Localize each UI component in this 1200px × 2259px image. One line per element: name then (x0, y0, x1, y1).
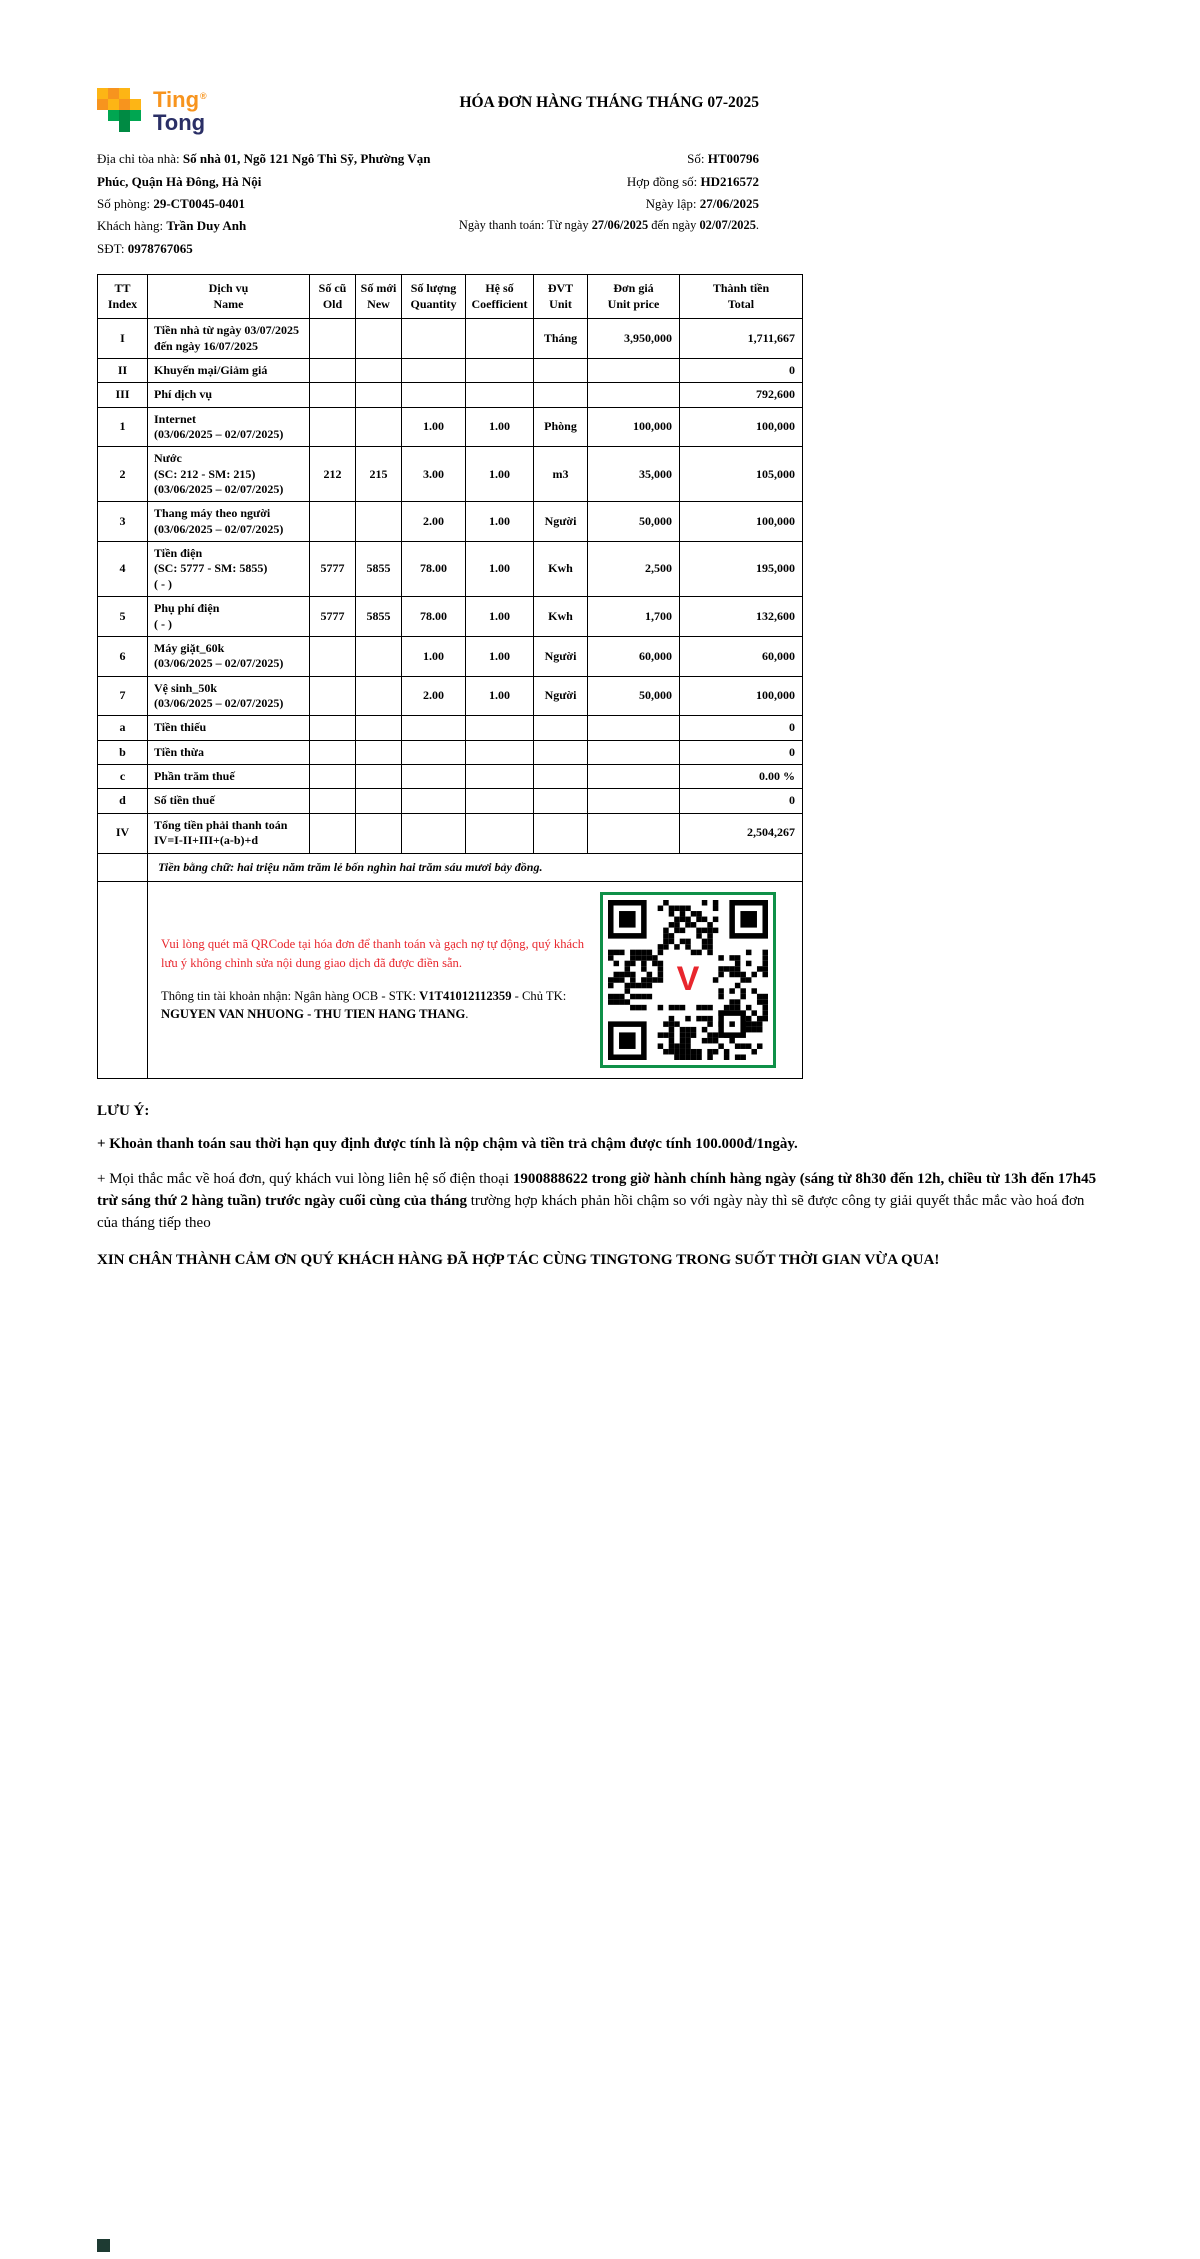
cell-price: 1,700 (588, 597, 680, 637)
cell-coef (466, 716, 534, 740)
table-row (98, 383, 803, 407)
cell-total: 105,000 (680, 447, 803, 502)
payment-period-label: Ngày thanh toán: Từ ngày (458, 218, 592, 233)
cell-old (310, 358, 356, 382)
column-header: TT Index (98, 274, 148, 318)
qr-section-row (98, 881, 803, 1078)
cell-name: Phụ phí điện ( - ) (148, 597, 310, 637)
cell-old (310, 502, 356, 542)
cell-new (356, 716, 402, 740)
cell-name: Phí dịch vụ (148, 383, 310, 407)
table-row (98, 542, 803, 597)
cell-unit: Phòng (534, 407, 588, 447)
column-header: Đơn giá Unit price (588, 274, 680, 318)
cell-unit (534, 765, 588, 789)
cell-total: 132,600 (680, 597, 803, 637)
cell-total: 0 (680, 716, 803, 740)
cell-unit (534, 358, 588, 382)
cell-price (588, 358, 680, 382)
bank-account-info: Thông tin tài khoản nhận: Ngân hàng OCB - STK: V1T41012112359 - Chủ TK: NGUYEN VAN NHUONG - THU TIEN HANG THANG. (161, 988, 567, 1022)
phone-line (97, 238, 433, 260)
building-address-label: Địa chỉ tòa nhà: (97, 151, 183, 167)
column-header: Số mới New (356, 274, 402, 318)
room-number-line (97, 193, 433, 215)
cell-name: Số tiền thuế (148, 789, 310, 813)
cell-tt: 4 (98, 542, 148, 597)
customer-name-line (97, 215, 433, 237)
cell-qty (402, 383, 466, 407)
cell-price: 50,000 (588, 502, 680, 542)
cell-total: 2,504,267 (680, 813, 803, 853)
cell-coef: 1.00 (466, 676, 534, 716)
cell-name: Nước (SC: 212 - SM: 215) (03/06/2025 – 02/07/2025) (148, 447, 310, 502)
cell-price (588, 789, 680, 813)
column-header: Số lượng Quantity (402, 274, 466, 318)
cell-total: 0.00 % (680, 765, 803, 789)
cell-qty (402, 319, 466, 359)
cell-unit (534, 383, 588, 407)
cell-tt: IV (98, 813, 148, 853)
cell-total: 60,000 (680, 636, 803, 676)
cell-new (356, 636, 402, 676)
invoice-header (97, 88, 759, 134)
table-row (98, 765, 803, 789)
cell-unit (534, 789, 588, 813)
cell-price (588, 716, 680, 740)
cell-coef: 1.00 (466, 502, 534, 542)
cell-new (356, 740, 402, 764)
cell-tt: 2 (98, 447, 148, 502)
cell-new: 215 (356, 447, 402, 502)
cell-name: Vệ sinh_50k (03/06/2025 – 02/07/2025) (148, 676, 310, 716)
cell-price: 35,000 (588, 447, 680, 502)
cell-qty: 3.00 (402, 447, 466, 502)
amount-in-words-value: hai triệu năm trăm lẻ bốn nghìn hai trăm sáu mươi bảy đồng. (237, 859, 543, 874)
payment-instructions (161, 935, 586, 1025)
cell-price: 2,500 (588, 542, 680, 597)
issue-date-label: Ngày lập: (645, 195, 700, 211)
cell-total: 0 (680, 740, 803, 764)
cell-old (310, 765, 356, 789)
amount-in-words (148, 853, 803, 881)
contact-note: + Mọi thắc mắc về hoá đơn, quý khách vui lòng liên hệ số điện thoại 1900888622 trong giờ hành chính hàng ngày (sáng từ 8h30 đến 12h, chiều từ 13h đến 17h45 trừ sáng thứ 2 hàng tuần) trước ngày cuối cùng của tháng trường hợp khách phản hồi chậm so với ngày này thì sẽ được công ty giải quyết thắc mắc vào hoá đơn của tháng tiếp theo (97, 1171, 1097, 1231)
cell-unit (534, 716, 588, 740)
cell-new (356, 502, 402, 542)
cell-total: 100,000 (680, 502, 803, 542)
cell-qty: 78.00 (402, 597, 466, 637)
cell-old (310, 813, 356, 853)
cell-coef (466, 383, 534, 407)
cell-unit: Người (534, 636, 588, 676)
cell-coef: 1.00 (466, 636, 534, 676)
table-row (98, 597, 803, 637)
cell-tt: 1 (98, 407, 148, 447)
amount-in-words-row (98, 853, 803, 881)
table-row (98, 740, 803, 764)
cell-new (356, 319, 402, 359)
invoice-table-body (98, 319, 803, 853)
cell-old (310, 740, 356, 764)
cell-qty (402, 358, 466, 382)
building-address-value: Số nhà 01, Ngõ 121 Ngô Thì Sỹ, Phường Vạn Phúc, Quận Hà Đông, Hà Nội (97, 151, 431, 189)
cell-new (356, 407, 402, 447)
cell-tt: II (98, 358, 148, 382)
cell-name: Tiền thiếu (148, 716, 310, 740)
table-row (98, 358, 803, 382)
cell-tt: 6 (98, 636, 148, 676)
cell-unit: Người (534, 502, 588, 542)
cell-coef (466, 765, 534, 789)
invoice-number-value: HT00796 (707, 151, 759, 167)
cell-old: 5777 (310, 542, 356, 597)
registered-mark: ® (200, 90, 207, 101)
cell-unit (534, 813, 588, 853)
cell-price (588, 383, 680, 407)
cell-old (310, 383, 356, 407)
invoice-footer (97, 1103, 1103, 1272)
cell-qty (402, 716, 466, 740)
cell-unit: Kwh (534, 542, 588, 597)
footer-note-heading: LƯU Ý: (97, 1102, 150, 1119)
cell-tt: c (98, 765, 148, 789)
table-row (98, 502, 803, 542)
cell-old (310, 676, 356, 716)
cell-price (588, 813, 680, 853)
cell-unit: Kwh (534, 597, 588, 637)
qr-code (600, 892, 776, 1068)
cell-name: Internet (03/06/2025 – 02/07/2025) (148, 407, 310, 447)
cell-new (356, 813, 402, 853)
room-number-label: Số phòng: (97, 195, 154, 211)
cell-total: 0 (680, 358, 803, 382)
cell-name: Tiền thừa (148, 740, 310, 764)
invoice-title: HÓA ĐƠN HÀNG THÁNG THÁNG 07-2025 (459, 94, 759, 111)
cell-new (356, 765, 402, 789)
contract-number-line (433, 171, 759, 193)
cell-name: Thang máy theo người (03/06/2025 – 02/07/2025) (148, 502, 310, 542)
column-header: Dịch vụ Name (148, 274, 310, 318)
cell-tt: III (98, 383, 148, 407)
table-row (98, 813, 803, 853)
empty-index-cell (98, 881, 148, 1078)
amount-in-words-label: Tiền bằng chữ: (158, 859, 238, 874)
cell-coef: 1.00 (466, 447, 534, 502)
cell-unit (534, 740, 588, 764)
cell-qty (402, 789, 466, 813)
invoice-meta (433, 148, 759, 260)
cell-total: 0 (680, 789, 803, 813)
customer-name-label: Khách hàng: (97, 218, 167, 234)
payment-from-date: 27/06/2025 (591, 218, 649, 233)
table-row (98, 789, 803, 813)
column-header: Số cũ Old (310, 274, 356, 318)
cell-price (588, 765, 680, 789)
issue-date-line (433, 193, 759, 215)
cell-coef: 1.00 (466, 597, 534, 637)
table-header (98, 274, 803, 318)
building-address-line (97, 148, 433, 193)
table-row (98, 676, 803, 716)
brand-name-ting: Ting® (153, 87, 207, 112)
cell-price: 100,000 (588, 407, 680, 447)
phone-label: SĐT: (97, 240, 128, 256)
cell-total: 100,000 (680, 676, 803, 716)
cell-qty (402, 813, 466, 853)
cell-tt: a (98, 716, 148, 740)
qr-section (148, 881, 803, 1078)
issue-date-value: 27/06/2025 (699, 195, 759, 211)
cell-coef (466, 789, 534, 813)
cell-qty: 78.00 (402, 542, 466, 597)
cell-total: 1,711,667 (680, 319, 803, 359)
cell-qty: 2.00 (402, 676, 466, 716)
cell-name: Tổng tiền phải thanh toán IV=I-II+III+(a-b)+d (148, 813, 310, 853)
cell-new (356, 789, 402, 813)
invoice-number-line (433, 148, 759, 170)
cell-coef (466, 319, 534, 359)
cell-new (356, 358, 402, 382)
cell-coef (466, 740, 534, 764)
cell-qty: 1.00 (402, 407, 466, 447)
cell-new: 5855 (356, 542, 402, 597)
invoice-info (97, 148, 759, 260)
table-row (98, 407, 803, 447)
cell-old (310, 789, 356, 813)
cell-old: 5777 (310, 597, 356, 637)
late-payment-note: + Khoản thanh toán sau thời hạn quy định được tính là nộp chậm và tiền trả chậm được tính 100.000đ/1ngày. (97, 1135, 798, 1152)
cell-unit: m3 (534, 447, 588, 502)
cell-tt: 7 (98, 676, 148, 716)
cell-price: 50,000 (588, 676, 680, 716)
tingtong-logo (97, 88, 207, 134)
cell-tt: d (98, 789, 148, 813)
cell-coef: 1.00 (466, 542, 534, 597)
cell-name: Phần trăm thuế (148, 765, 310, 789)
payment-to-date: 02/07/2025 (699, 218, 756, 233)
cell-qty: 1.00 (402, 636, 466, 676)
table-row (98, 636, 803, 676)
qr-payment-notice: Vui lòng quét mã QRCode tại hóa đơn để thanh toán và gạch nợ tự động, quý khách lưu ý không chỉnh sửa nội dung giao dịch đã được điền sẵn. (161, 936, 585, 970)
table-row (98, 716, 803, 740)
brand-name-tong: Tong (153, 110, 206, 136)
cell-old: 212 (310, 447, 356, 502)
contract-number-value: HD216572 (700, 173, 759, 189)
cell-unit: Người (534, 676, 588, 716)
cell-new: 5855 (356, 597, 402, 637)
payment-period-mid: đến ngày (648, 218, 700, 233)
cell-tt: 3 (98, 502, 148, 542)
cell-old (310, 716, 356, 740)
cell-tt: 5 (98, 597, 148, 637)
table-footer-section (98, 853, 803, 1078)
invoice-content (97, 88, 1103, 1271)
cell-old (310, 636, 356, 676)
vietqr-logo-icon: V (667, 959, 709, 1001)
invoice-table (97, 274, 803, 1079)
cell-old (310, 407, 356, 447)
closing-thanks: XIN CHÂN THÀNH CẢM ƠN QUÝ KHÁCH HÀNG ĐÃ HỢP TÁC CÙNG TINGTONG TRONG SUỐT THỜI GIAN VỪA QUA! (97, 1251, 940, 1268)
cell-tt: b (98, 740, 148, 764)
table-row (98, 447, 803, 502)
customer-info (97, 148, 433, 260)
cell-price: 3,950,000 (588, 319, 680, 359)
page-corner-mark (97, 2239, 110, 2252)
cell-unit: Tháng (534, 319, 588, 359)
cell-qty (402, 740, 466, 764)
cell-total: 195,000 (680, 542, 803, 597)
payment-period-end: . (755, 218, 759, 233)
invoice-number-label: Số: (687, 151, 708, 167)
cell-total: 792,600 (680, 383, 803, 407)
cell-name: Tiền điện (SC: 5777 - SM: 5855) ( - ) (148, 542, 310, 597)
cell-tt: I (98, 319, 148, 359)
brand-name (153, 88, 207, 134)
cell-qty (402, 765, 466, 789)
cell-price (588, 740, 680, 764)
cell-qty: 2.00 (402, 502, 466, 542)
cell-new (356, 676, 402, 716)
cell-coef (466, 813, 534, 853)
payment-period-line (433, 215, 759, 236)
cell-old (310, 319, 356, 359)
column-header: Hệ số Coefficient (466, 274, 534, 318)
empty-index-cell (98, 853, 148, 881)
column-header: Thành tiền Total (680, 274, 803, 318)
cell-coef: 1.00 (466, 407, 534, 447)
room-number-value: 29-CT0045-0401 (153, 195, 246, 211)
cell-new (356, 383, 402, 407)
table-header-row (98, 274, 803, 318)
cell-name: Khuyến mại/Giảm giá (148, 358, 310, 382)
cell-name: Tiền nhà từ ngày 03/07/2025 đến ngày 16/07/2025 (148, 319, 310, 359)
customer-name-value: Trần Duy Anh (166, 218, 247, 234)
contract-number-label: Hợp đồng số: (626, 173, 701, 189)
phone-value: 0978767065 (127, 240, 193, 256)
cell-total: 100,000 (680, 407, 803, 447)
cell-name: Máy giặt_60k (03/06/2025 – 02/07/2025) (148, 636, 310, 676)
tingtong-logo-icon (97, 88, 143, 134)
table-row (98, 319, 803, 359)
cell-coef (466, 358, 534, 382)
column-header: ĐVT Unit (534, 274, 588, 318)
cell-price: 60,000 (588, 636, 680, 676)
